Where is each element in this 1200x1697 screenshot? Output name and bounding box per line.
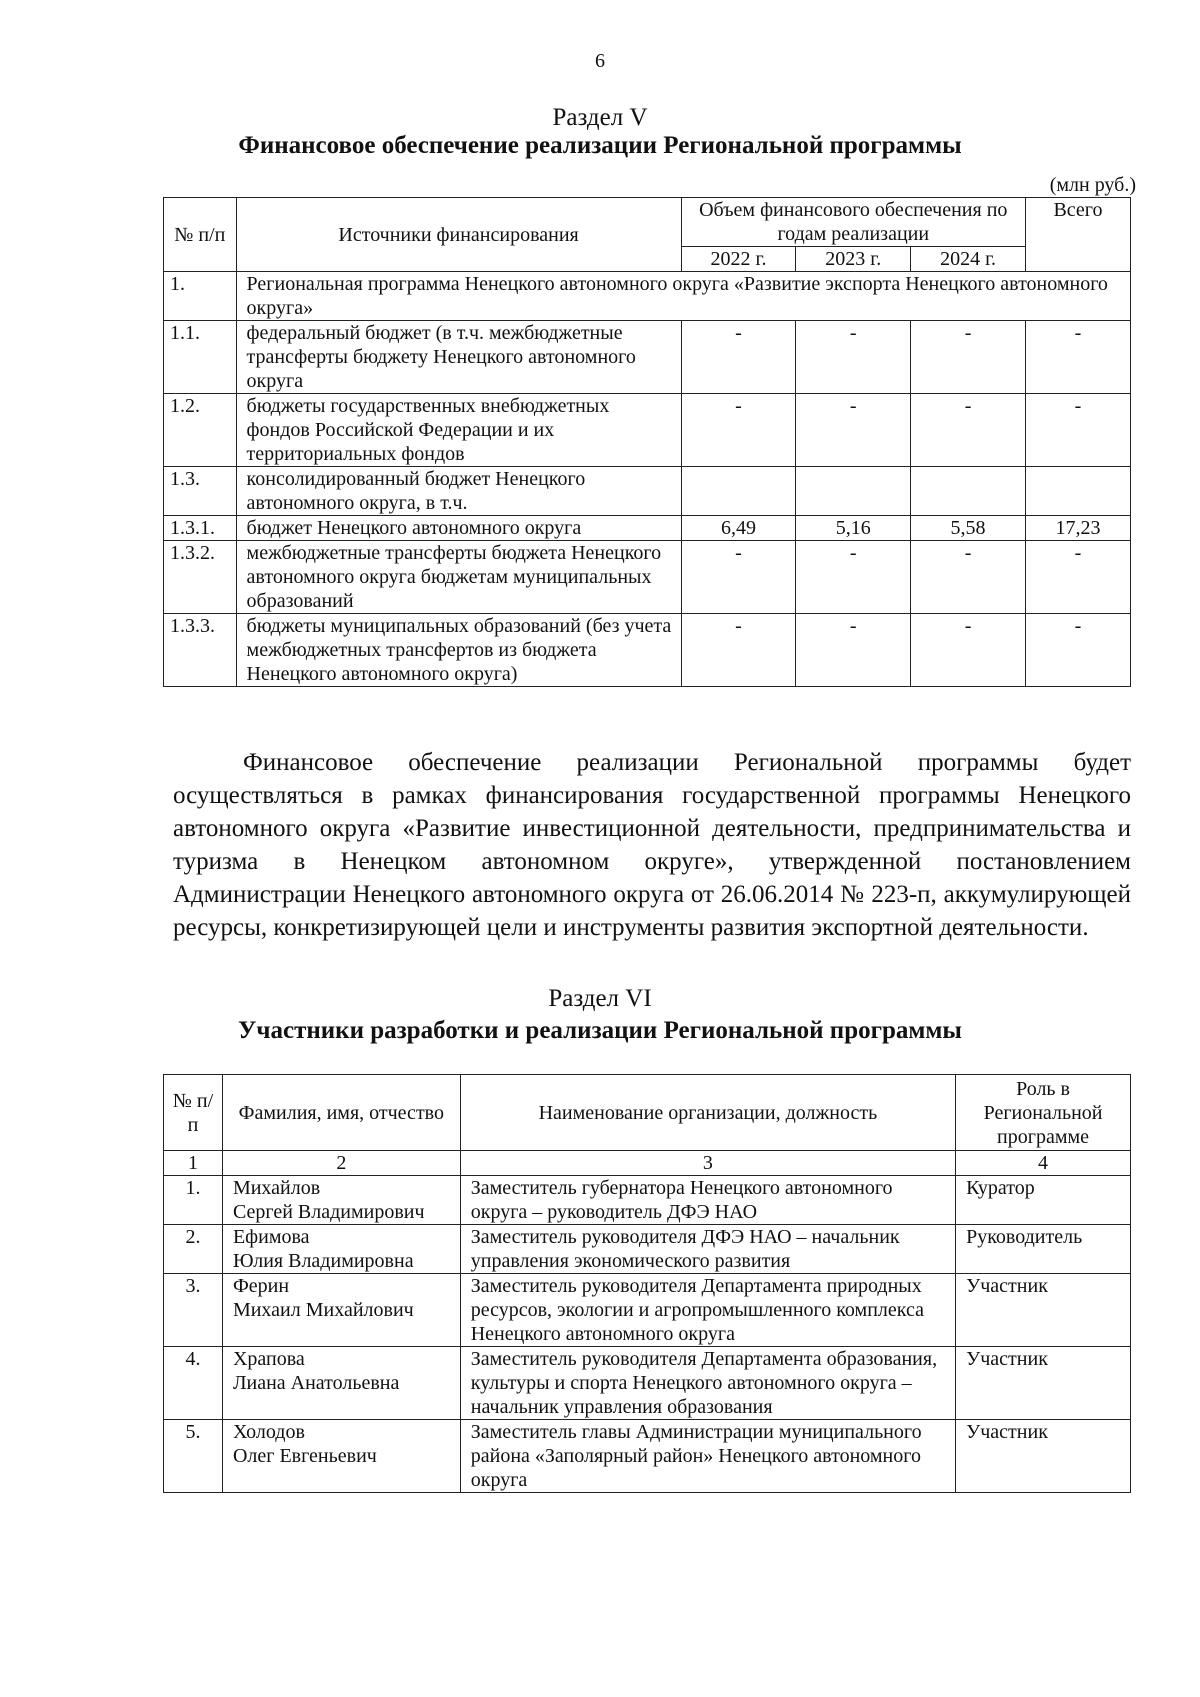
cell-2024: - <box>911 614 1026 687</box>
role: Участник <box>956 1420 1131 1493</box>
header-name: Фамилия, имя, отчество <box>222 1075 460 1151</box>
cell-total: - <box>1025 321 1130 394</box>
table-row <box>164 1176 1131 1225</box>
person-given-names: Олег Евгеньевич <box>232 1445 377 1467</box>
row-num: 5. <box>164 1420 223 1493</box>
cell-total: - <box>1025 394 1130 467</box>
org-position: Заместитель губернатора Ненецкого автономного округа – руководитель ДФЭ НАО <box>460 1176 955 1225</box>
org-position: Заместитель главы Администрации муниципального района «Заполярный район» Ненецкого автономного округа <box>460 1420 955 1493</box>
header-org: Наименование организации, должность <box>460 1075 955 1151</box>
row-num: 1.3.1. <box>164 516 237 541</box>
row-num: 1. <box>164 1176 223 1225</box>
row-num: 1. <box>164 272 237 321</box>
header-year: 2024 г. <box>911 247 1026 272</box>
person-given-names: Юлия Владимировна <box>232 1250 414 1272</box>
role: Участник <box>956 1347 1131 1420</box>
org-position: Заместитель руководителя Департамента природных ресурсов, экологии и агропромышленного комплекса Ненецкого автономного округа <box>460 1274 955 1347</box>
org-position: Заместитель руководителя ДФЭ НАО – начальник управления экономического развития <box>460 1225 955 1274</box>
header-year: 2022 г. <box>681 247 796 272</box>
cell-2022: - <box>681 614 796 687</box>
person-surname: Ферин <box>232 1275 290 1297</box>
header-total: Всего <box>1025 198 1130 272</box>
table-row <box>164 541 1131 614</box>
table-row <box>164 1274 1131 1347</box>
row-num: 1.2. <box>164 394 237 467</box>
row-source: межбюджетные трансферты бюджета Ненецкого автономного округа бюджетам муниципальных образований <box>236 541 681 614</box>
row-num: 1.3.3. <box>164 614 237 687</box>
cell-2023: 5,16 <box>796 516 911 541</box>
table-row <box>164 1420 1131 1493</box>
person-surname: Ефимова <box>232 1226 310 1248</box>
table-row <box>164 614 1131 687</box>
table-row <box>164 321 1131 394</box>
section5-subtitle: Финансовое обеспечение реализации Региональной программы <box>238 132 962 159</box>
role: Руководитель <box>956 1225 1131 1274</box>
cell-2023: - <box>796 321 911 394</box>
person-given-names: Сергей Владимирович <box>232 1201 425 1223</box>
table-row <box>164 1347 1131 1420</box>
person-surname: Храпова <box>232 1348 305 1370</box>
row-source: бюджет Ненецкого автономного округа <box>236 516 681 541</box>
cell-total: - <box>1025 614 1130 687</box>
participants-table <box>163 1074 1131 1493</box>
unit-label: (млн руб.) <box>1049 174 1136 196</box>
col-number: 1 <box>164 1151 223 1176</box>
page-number: 6 <box>595 50 605 72</box>
cell-2024: 5,58 <box>911 516 1026 541</box>
col-number: 4 <box>956 1151 1131 1176</box>
row-num: 2. <box>164 1225 223 1274</box>
cell-2024: - <box>911 541 1026 614</box>
table-row <box>164 1225 1131 1274</box>
person-given-names: Михаил Михайлович <box>232 1299 414 1321</box>
cell-2022: - <box>681 541 796 614</box>
financing-table <box>163 197 1131 687</box>
cell-2022: - <box>681 394 796 467</box>
section6-subtitle: Участники разработки и реализации Региональной программы <box>238 1017 962 1044</box>
cell-total: - <box>1025 541 1130 614</box>
cell-2023 <box>796 467 911 516</box>
table-row <box>164 394 1131 467</box>
row-num: 3. <box>164 1274 223 1347</box>
role: Участник <box>956 1274 1131 1347</box>
row-source: федеральный бюджет (в т.ч. межбюджетные трансферты бюджету Ненецкого автономного округа <box>236 321 681 394</box>
section5-title: Раздел V <box>552 104 648 131</box>
role: Куратор <box>956 1176 1131 1225</box>
row-source: бюджеты государственных внебюджетных фондов Российской Федерации и их территориальных фондов <box>236 394 681 467</box>
cell-2024 <box>911 467 1026 516</box>
header-volume: Объем финансового обеспечения по годам реализации <box>681 198 1025 247</box>
section6-title: Раздел VI <box>548 985 652 1012</box>
financing-paragraph: Финансовое обеспечение реализации Региональной программы будет осуществляться в рамках финансирования государственной программы Ненецкого автономного округа «Развитие инвестиционной деятельности, предпринимательства и туризма в Ненецком автономном округе», утвержденной постановлением Администрации Ненецкого автономного округа от 26.06.2014 № 223-п, аккумулирующей ресурсы, конкретизирующей цели и инструменты развития экспортной деятельности. <box>173 749 1131 941</box>
cell-2022: 6,49 <box>681 516 796 541</box>
program-text: Региональная программа Ненецкого автономного округа «Развитие экспорта Ненецкого автономного округа» <box>236 272 1130 321</box>
table-row <box>164 467 1131 516</box>
cell-2023: - <box>796 541 911 614</box>
header-num: № п/п <box>164 1075 223 1151</box>
table-row <box>164 516 1131 541</box>
person-surname: Холодов <box>232 1421 305 1443</box>
cell-total <box>1025 467 1130 516</box>
row-num: 4. <box>164 1347 223 1420</box>
org-position: Заместитель руководителя Департамента образования, культуры и спорта Ненецкого автономного округа – начальник управления образования <box>460 1347 955 1420</box>
program-row <box>164 272 1131 321</box>
col-number: 3 <box>460 1151 955 1176</box>
cell-2022: - <box>681 321 796 394</box>
row-source: бюджеты муниципальных образований (без учета межбюджетных трансфертов из бюджета Ненецкого автономного округа) <box>236 614 681 687</box>
row-num: 1.3.2. <box>164 541 237 614</box>
header-year: 2023 г. <box>796 247 911 272</box>
cell-2023: - <box>796 614 911 687</box>
col-number: 2 <box>222 1151 460 1176</box>
cell-2024: - <box>911 321 1026 394</box>
person-surname: Михайлов <box>232 1177 321 1199</box>
header-role: Роль в Региональной программе <box>956 1075 1131 1151</box>
cell-2022 <box>681 467 796 516</box>
cell-2023: - <box>796 394 911 467</box>
row-source: консолидированный бюджет Ненецкого автономного округа, в т.ч. <box>236 467 681 516</box>
row-num: 1.1. <box>164 321 237 394</box>
cell-2024: - <box>911 394 1026 467</box>
header-source: Источники финансирования <box>236 198 681 272</box>
row-num: 1.3. <box>164 467 237 516</box>
person-given-names: Лиана Анатольевна <box>232 1372 400 1394</box>
cell-total: 17,23 <box>1025 516 1130 541</box>
header-num: № п/п <box>164 198 237 272</box>
